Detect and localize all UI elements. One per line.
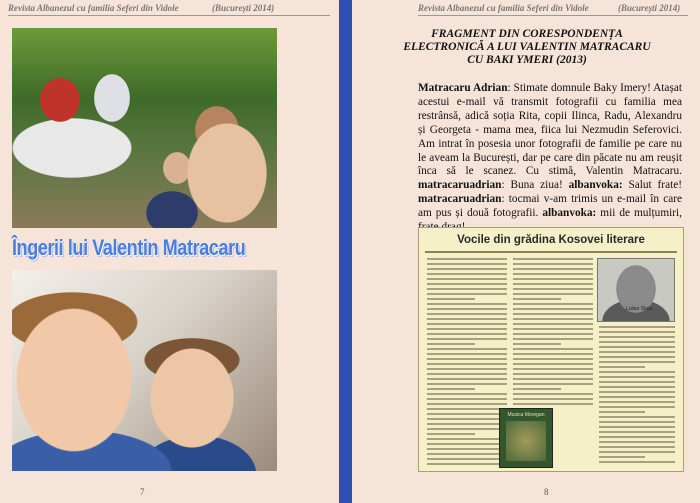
clipping-rule: [425, 251, 677, 253]
clipping-text-line: [427, 318, 507, 320]
clipping-text-line: [427, 343, 475, 345]
portrait-caption: Lulian Stoia: [626, 306, 653, 312]
clipping-column-3: [599, 326, 675, 466]
clipping-text-line: [427, 308, 507, 310]
book-cover-art: [506, 421, 546, 461]
message-text: Salut frate!: [622, 179, 682, 192]
clipping-text-line: [513, 288, 593, 290]
clipping-text-line: [513, 293, 593, 295]
clipping-text-line: [599, 461, 675, 463]
clipping-text-line: [427, 463, 507, 465]
clipping-text-line: [427, 328, 507, 330]
clipping-text-line: [513, 343, 561, 345]
family-garden-photo: [12, 28, 277, 228]
clipping-text-line: [427, 438, 507, 440]
clipping-text-line: [513, 273, 593, 275]
clipping-text-line: [513, 258, 593, 260]
clipping-text-line: [599, 456, 645, 458]
title-line: FRAGMENT DIN CORESPONDENȚA: [431, 28, 623, 40]
clipping-text-line: [513, 353, 593, 355]
message-text: : Buna ziua!: [501, 179, 569, 192]
clipping-text-line: [427, 418, 507, 420]
page-number: 7: [140, 487, 145, 497]
clipping-text-line: [599, 441, 675, 443]
clipping-text-line: [513, 403, 593, 405]
clipping-text-line: [427, 443, 507, 445]
clipping-text-line: [599, 361, 675, 363]
clipping-text-line: [427, 353, 507, 355]
clipping-text-line: [599, 426, 675, 428]
clipping-text-line: [427, 338, 507, 340]
clipping-text-line: [599, 386, 675, 388]
clipping-text-line: [427, 408, 507, 410]
clipping-text-line: [427, 393, 507, 395]
clipping-column-1: [427, 258, 507, 468]
clipping-text-line: [427, 263, 507, 265]
clipping-text-line: [427, 313, 507, 315]
clipping-heading: Vocile din grădina Kosovei literare: [457, 234, 645, 246]
clipping-text-line: [427, 363, 507, 365]
clipping-text-line: [513, 388, 561, 390]
message-text: : tocmai v-am trimis un e-mail în care am pus și două fotografii.: [418, 193, 682, 220]
clipping-text-line: [427, 288, 507, 290]
clipping-text-line: [513, 338, 593, 340]
clipping-text-line: [427, 448, 507, 450]
clipping-text-line: [427, 413, 507, 415]
running-header-title: Revista Albanezul cu familia Seferi din Vidole: [8, 3, 179, 13]
sender-name: albanvoka:: [542, 207, 597, 220]
clipping-text-line: [427, 268, 507, 270]
clipping-text-line: [427, 283, 507, 285]
clipping-text-line: [427, 348, 507, 350]
clipping-text-line: [513, 278, 593, 280]
clipping-text-line: [427, 453, 507, 455]
book-gutter: [339, 0, 352, 503]
clipping-text-line: [513, 298, 561, 300]
clipping-text-line: [513, 358, 593, 360]
clipping-text-line: [427, 278, 507, 280]
clipping-text-line: [427, 358, 507, 360]
clipping-text-line: [513, 363, 593, 365]
clipping-text-line: [427, 323, 507, 325]
clipping-text-line: [513, 368, 593, 370]
right-page: [352, 0, 700, 503]
clipping-text-line: [599, 396, 675, 398]
children-portrait-photo: [12, 270, 277, 471]
clipping-text-line: [599, 406, 675, 408]
sender-name: matracaruadrian: [418, 179, 502, 192]
running-header-title: Revista Albanezul cu familia Seferi din Vidole: [418, 3, 589, 13]
sender-name: albanvoka:: [568, 179, 623, 192]
correspondence-text: [418, 82, 682, 235]
sender-name: Matracaru Adrian: [418, 82, 508, 94]
clipping-text-line: [513, 383, 593, 385]
clipping-text-line: [513, 348, 593, 350]
clipping-text-line: [427, 458, 507, 460]
clipping-text-line: [427, 423, 507, 425]
clipping-text-line: [427, 333, 507, 335]
title-line: CU BAKI YMERI (2013): [467, 54, 587, 66]
clipping-text-line: [427, 398, 507, 400]
message-text: mii de mulțumiri,: [600, 207, 682, 220]
clipping-text-line: [599, 341, 675, 343]
clipping-text-line: [427, 368, 507, 370]
clipping-text-line: [513, 373, 593, 375]
running-header-city: (București 2014): [618, 3, 681, 13]
clipping-text-line: [599, 391, 675, 393]
page-number: 8: [544, 487, 549, 497]
clipping-text-line: [427, 428, 507, 430]
clipping-text-line: [599, 451, 675, 453]
left-page: [0, 0, 339, 503]
clipping-text-line: [513, 378, 593, 380]
clipping-text-line: [599, 371, 675, 373]
clipping-text-line: [599, 446, 675, 448]
clipping-text-line: [427, 433, 475, 435]
clipping-text-line: [427, 298, 475, 300]
clipping-text-line: [513, 398, 593, 400]
clipping-text-line: [427, 303, 507, 305]
clipping-text-line: [513, 263, 593, 265]
clipping-text-line: [427, 388, 475, 390]
clipping-text-line: [513, 303, 593, 305]
clipping-text-line: [599, 376, 675, 378]
message-text: : Stimate domnule Baky Imery! Atașat acestui e-mail vă transmit fotografii cu familia mea restrânsă, adică soția Rita, copii Ilinca, Radu, Alexandru și Georgeta - mama mea, fiica lui Nezmudin Seferovici. Am intrat în posesia unor fotografii de familie pe care nu le aveam la București, dar pe care din păcate nu am reușit înca să le scanez. Cu stimă, Valentin Matracaru.: [418, 82, 682, 178]
clipping-text-line: [599, 416, 675, 418]
newspaper-clipping: [418, 227, 684, 472]
photo-caption: Îngerii lui Valentin Matracaru: [12, 235, 246, 260]
header-rule: [418, 15, 688, 16]
clipping-text-line: [427, 378, 507, 380]
clipping-text-line: [599, 346, 675, 348]
running-header-city: (București 2014): [212, 3, 275, 13]
clipping-text-line: [427, 293, 507, 295]
clipping-text-line: [599, 336, 675, 338]
clipping-text-line: [599, 436, 675, 438]
clipping-text-line: [599, 331, 675, 333]
article-title: [372, 28, 682, 67]
clipping-text-line: [599, 431, 675, 433]
clipping-text-line: [513, 328, 593, 330]
clipping-text-line: [599, 421, 675, 423]
clipping-text-line: [427, 273, 507, 275]
clipping-text-line: [427, 258, 507, 260]
clipping-text-line: [427, 373, 507, 375]
clipping-text-line: [599, 411, 645, 413]
clipping-text-line: [513, 318, 593, 320]
sender-name: matracaruadrian: [418, 193, 502, 206]
clipping-text-line: [599, 381, 675, 383]
book-cover: [499, 408, 553, 468]
clipping-text-line: [599, 356, 675, 358]
clipping-text-line: [599, 326, 675, 328]
clipping-text-line: [513, 393, 593, 395]
clipping-text-line: [513, 308, 593, 310]
clipping-text-line: [513, 333, 593, 335]
clipping-text-line: [599, 366, 645, 368]
clipping-text-line: [427, 403, 507, 405]
header-rule: [8, 15, 330, 16]
clipping-text-line: [513, 313, 593, 315]
clipping-text-line: [513, 268, 593, 270]
book-title: Musica Moregan: [507, 412, 545, 418]
clipping-text-line: [599, 351, 675, 353]
clipping-text-line: [513, 323, 593, 325]
title-line: ELECTRONICĂ A LUI VALENTIN MATRACARU: [403, 41, 651, 53]
clipping-text-line: [599, 401, 675, 403]
clipping-text-line: [513, 283, 593, 285]
clipping-text-line: [427, 383, 507, 385]
author-portrait: [597, 258, 675, 322]
